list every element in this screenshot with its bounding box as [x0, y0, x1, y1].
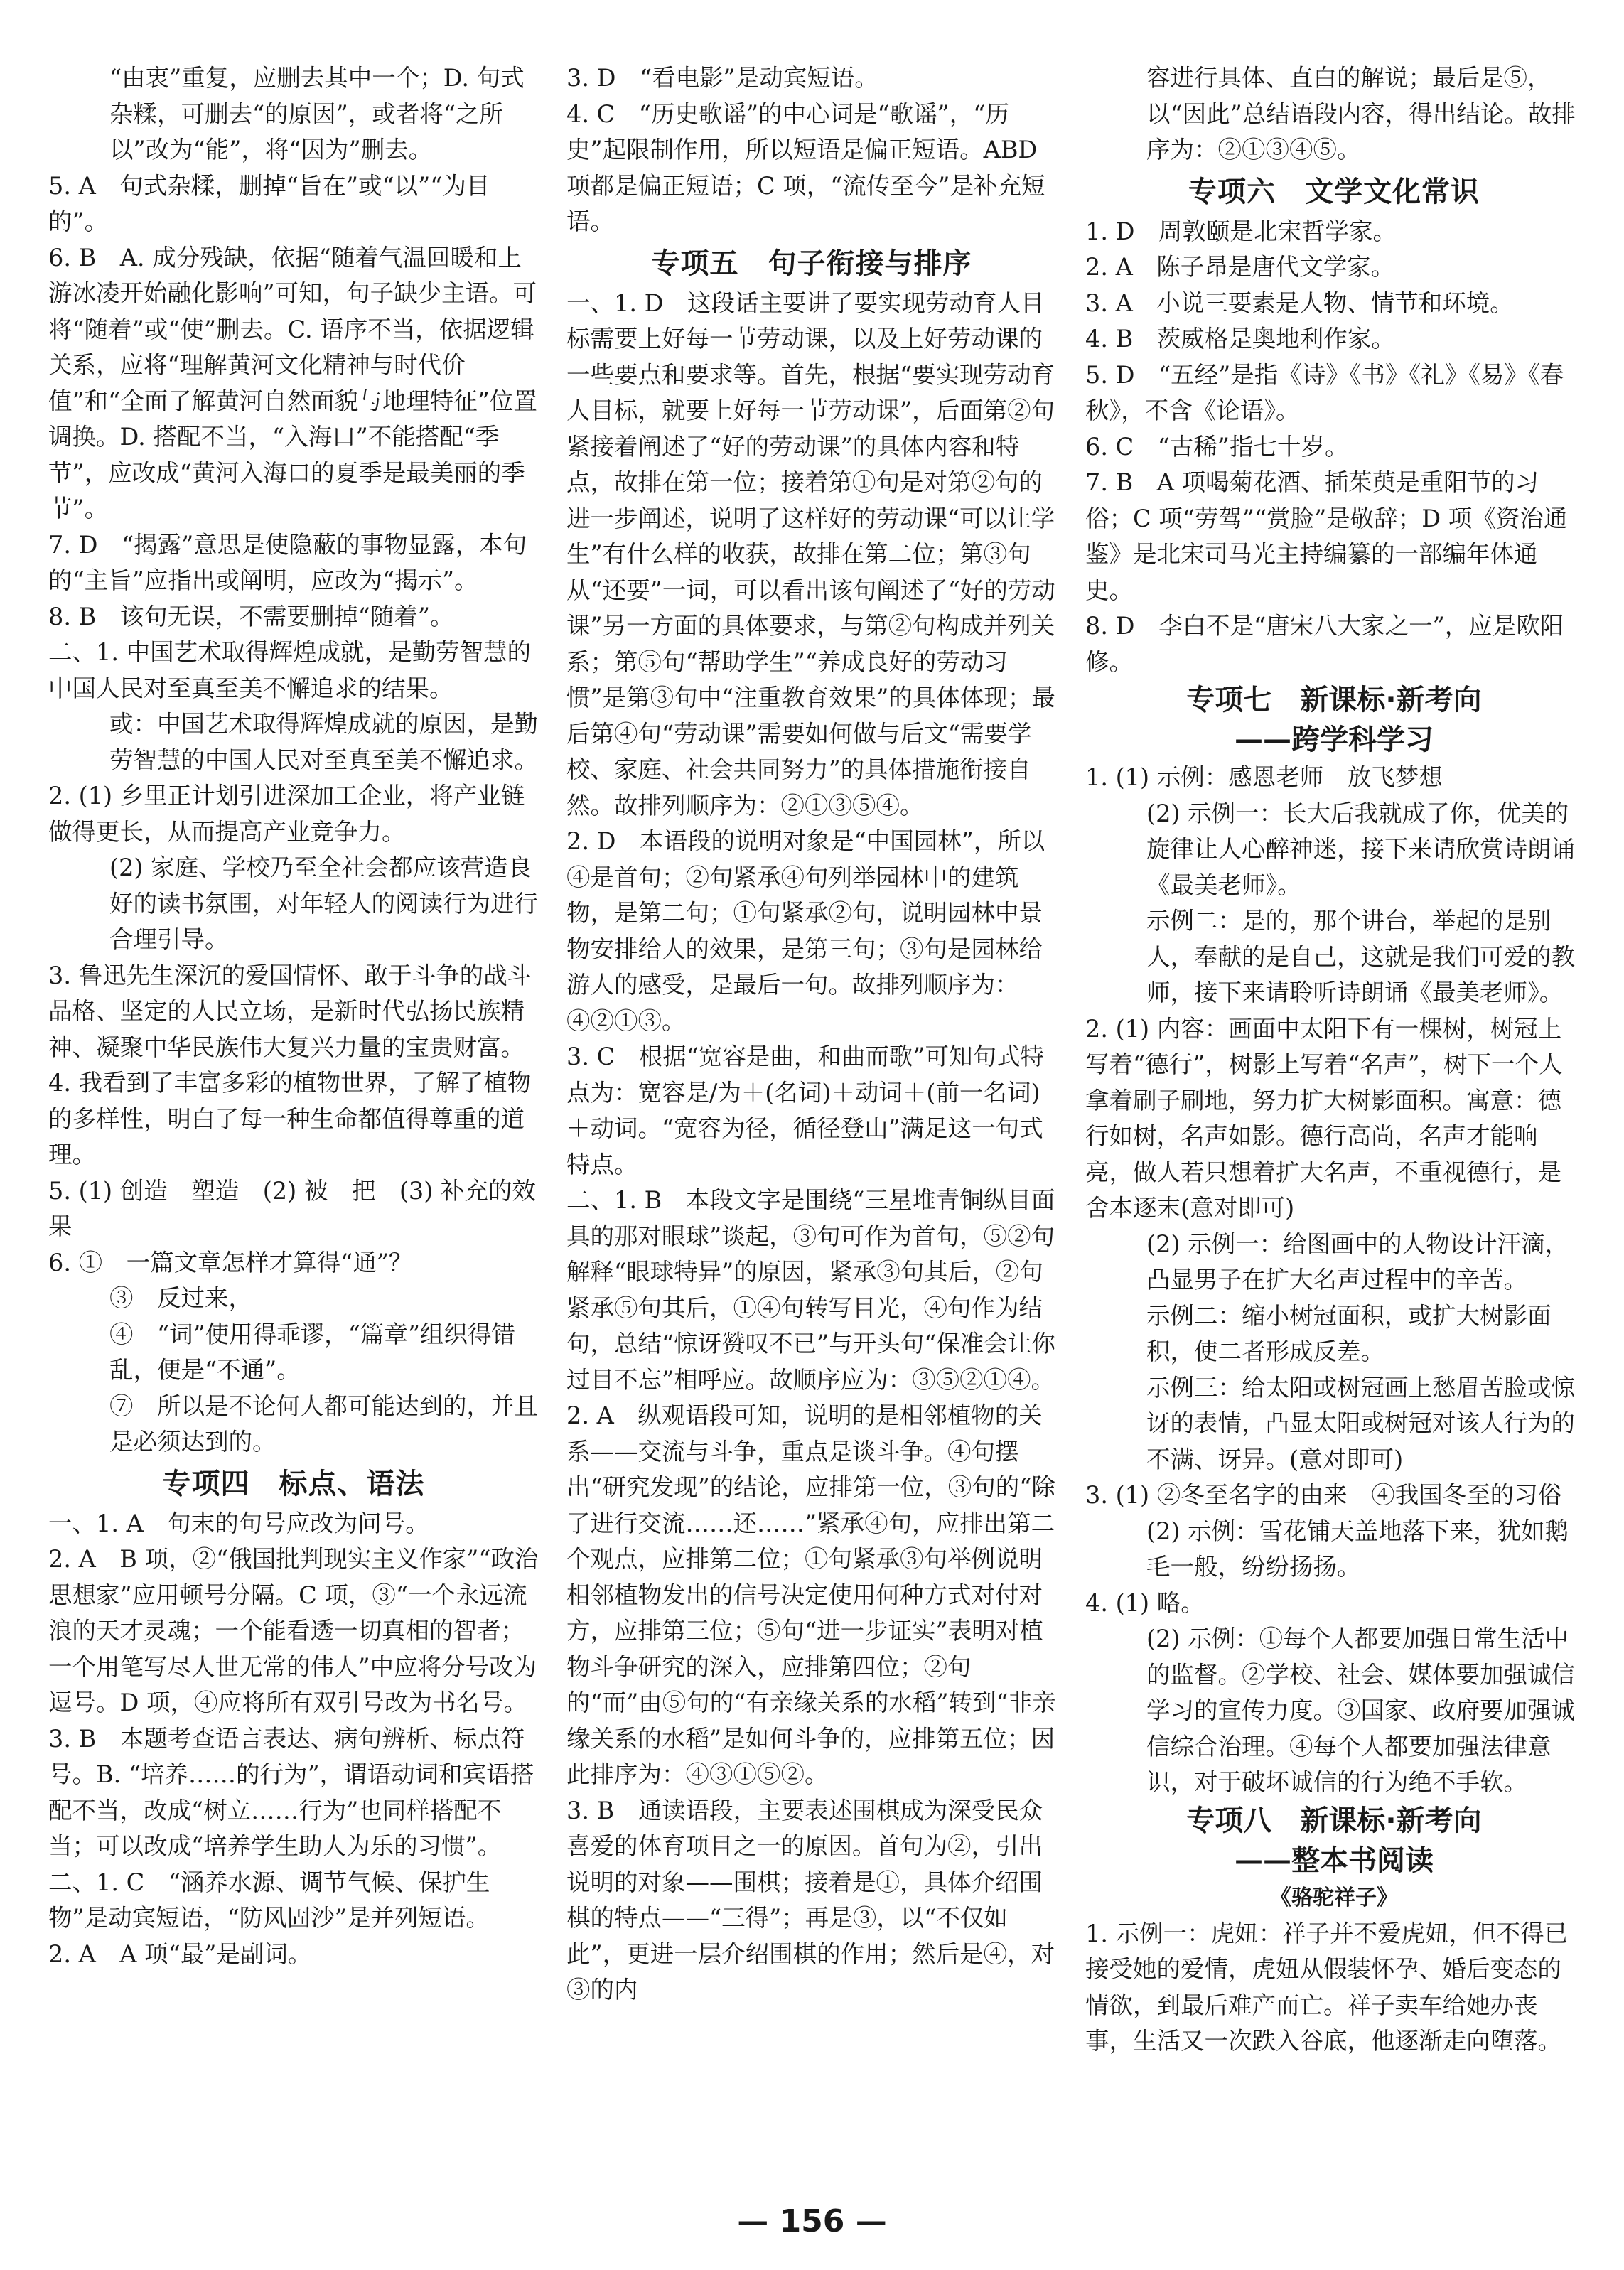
answer-paragraph: 5. A 句式杂糅，删掉“旨在”或“以”“为目的”。 — [48, 171, 490, 235]
answer-paragraph: 示例三：给太阳或树冠画上愁眉苦脸或惊讶的表情，凸显太阳或树冠对该人行为的不满、讶异。(意对即可) — [1146, 1373, 1575, 1473]
answer-paragraph: 二、1. 中国艺术取得辉煌成就，是勤劳智慧的中国人民对至真至美不懈追求的结果。 — [48, 638, 532, 702]
right-column — [1085, 60, 1583, 2193]
answer-paragraph: 2. A 纵观语段可知，说明的是相邻植物的关系——交流与斗争，重点是谈斗争。④句摆出“研究发现”的结论，应排第一位，③句的“除了进行交流……还……”紧承④句，应排出第二个观点，应排第二位；①句紧承③句举例说明相邻植物发出的信号决定使用何种方式对付对方，应排第三位；⑤句“进一步证实”表明对植物斗争研究的深入，应排第四位；②句的“而”由⑤句的“有亲缘关系的水稻”转到“非亲缘关系的水稻”是如何斗争的，应排第五位；因此排序为：④③①⑤②。 — [566, 1402, 1056, 1788]
answer-paragraph: 4. (1) 略。 — [1085, 1588, 1205, 1617]
answer-paragraph: 1. 示例一：虎妞：祥子并不爱虎妞，但不得已接受她的爱情，虎妞从假装怀孕、婚后变态的情欲，到最后难产而亡。祥子卖车给她办丧事，生活又一次跌入谷底，他逐渐走向堕落。 — [1085, 1919, 1569, 2055]
answer-paragraph: ⑦ 所以是不论何人都可能达到的，并且是必须达到的。 — [109, 1392, 538, 1456]
middle-column — [566, 60, 1057, 2193]
answer-paragraph: (2) 家庭、学校乃至全社会都应该营造良好的读书氛围，对年轻人的阅读行为进行合理引导。 — [109, 854, 538, 953]
section-heading: ——整本书阅读 — [1235, 1844, 1434, 1877]
answer-paragraph: 7. D “揭露”意思是使隐蔽的事物显露，本句的“主旨”应指出或阐明，应改为“揭示”。 — [48, 530, 527, 594]
answer-paragraph: (2) 示例：雪花铺天盖地落下来，犹如鹅毛一般，纷纷扬扬。 — [1146, 1517, 1569, 1581]
answer-paragraph: 6. ① 一篇文章怎样才算得“通”？ — [48, 1248, 413, 1276]
section-heading: 专项五 句子衔接与排序 — [651, 247, 972, 280]
answer-paragraph: 示例二：是的，那个讲台，举起的是别人，奉献的是自己，这就是我们可爱的教师，接下来请聆听诗朗诵《最美老师》。 — [1146, 907, 1575, 1006]
answer-paragraph: 3. (1) ②冬至名字的由来 ④我国冬至的习俗 — [1085, 1481, 1562, 1509]
answer-paragraph: 或：中国艺术取得辉煌成就的原因，是勤劳智慧的中国人民对至真至美不懈追求。 — [109, 710, 538, 774]
section-heading: 专项七 新课标·新考向 — [1186, 684, 1482, 716]
page-number: — 156 — — [737, 2203, 887, 2239]
answer-paragraph: 5. (1) 创造 塑造 (2) 被 把 (3) 补充的效果 — [48, 1176, 536, 1240]
answer-paragraph: ③ 反过来， — [109, 1284, 252, 1312]
section-heading: ——跨学科学习 — [1235, 724, 1434, 756]
answer-paragraph: 一、1. A 句末的句号应改为问号。 — [48, 1509, 429, 1537]
answer-paragraph: 3. B 本题考查语言表达、病句辨析、标点符号。B. “培养……的行为”，谓语动词和宾语搭配不当，改成“树立……行为”也同样搭配不当；可以改成“培养学生助人为乐的习惯”。 — [48, 1724, 534, 1860]
section-heading: 专项八 新课标·新考向 — [1186, 1804, 1482, 1837]
answer-paragraph: 3. 鲁迅先生深沉的爱国情怀、敢于斗争的战斗品格、坚定的人民立场，是新时代弘扬民族精神、凝聚中华民族伟大复兴力量的宝贵财富。 — [48, 961, 532, 1061]
answer-paragraph: 1. (1) 示例：感恩老师 放飞梦想 — [1085, 763, 1443, 791]
answer-paragraph: 8. D 李白不是“唐宋八大家之一”，应是欧阳修。 — [1085, 612, 1564, 676]
answer-paragraph: 5. D “五经”是指《诗》《书》《礼》《易》《春秋》，不含《论语》。 — [1085, 360, 1564, 424]
section-heading: 专项六 文学文化常识 — [1188, 175, 1480, 208]
answer-paragraph: 3. D “看电影”是动宾短语。 — [566, 64, 878, 92]
answer-paragraph: 4. B 茨威格是奥地利作家。 — [1085, 325, 1395, 353]
answer-paragraph: (2) 示例一：长大后我就成了你，优美的旋律让人心醉神迷，接下来请欣赏诗朗诵《最美老师》。 — [1146, 799, 1575, 899]
answer-paragraph: 2. A B 项，②“俄国批判现实主义作家”“政治思想家”应用顿号分隔。C 项，③“一个永远流浪的天才灵魂；一个能看透一切真相的智者；一个用笔写尽人世无常的伟人”中应将分号改为逗号。D 项，④应将所有双引号改为书名号。 — [48, 1545, 539, 1716]
answer-paragraph: 2. (1) 内容：画面中太阳下有一棵树，树冠上写着“德行”，树影上写着“名声”，树下一个人拿着刷子刷地，努力扩大树影面积。寓意：德行如树，名声如影。德行高尚，名声才能响亮，做人若只想着扩大名声，不重视德行，是舍本逐末(意对即可) — [1085, 1014, 1563, 1222]
answer-paragraph: 一、1. D 这段话主要讲了要实现劳动育人目标需要上好每一节劳动课，以及上好劳动课的一些要点和要求等。首先，根据“要实现劳动育人目标，就要上好每一节劳动课”，后面第②句紧接着阐述了“好的劳动课”的具体内容和特点，故排在第一位；接着第①句是对第②句的进一步阐述，说明了这样好的劳动课“可以让学生”有什么样的收获，故排在第二位；第③句从“还要”一词，可以看出该句阐述了“好的劳动课”另一方面的具体要求，与第②句构成并列关系；第⑤句“帮助学生”“养成良好的劳动习惯”是第③句中“注重教育效果”的具体体现；最后第④句“劳动课”需要如何做与后文“需要学校、家庭、社会共同努力”的具体措施衔接自然。故排列顺序为：②①③⑤④。 — [566, 289, 1055, 819]
section-heading: 专项四 标点、语法 — [162, 1467, 425, 1500]
answer-paragraph: 2. A 陈子昂是唐代文学家。 — [1085, 253, 1395, 281]
answer-paragraph: 容进行具体、直白的解说；最后是⑤，以“因此”总结语段内容，得出结论。故排序为：②①③④⑤。 — [1146, 64, 1576, 163]
answer-paragraph: 3. C 根据“宽容是曲，和曲而歌”可知句式特点为：宽容是/为＋(名词)＋动词＋(前一名词)＋动词。“宽容为径，循径登山”满足这一句式特点。 — [566, 1043, 1044, 1178]
answer-paragraph: 3. A 小说三要素是人物、情节和环境。 — [1085, 289, 1514, 317]
answer-paragraph: (2) 示例：①每个人都要加强日常生活中的监督。②学校、社会、媒体要加强诚信学习的宣传力度。③国家、政府要加强诚信综合治理。④每个人都要加强法律意识，对于破坏诚信的行为绝不手软。 — [1146, 1625, 1575, 1796]
answer-paragraph: 3. B 通读语段，主要表述围棋成为深受民众喜爱的体育项目之一的原因。首句为②，引出说明的对象——围棋；接着是①，具体介绍围棋的特点——“三得”；再是③，以“不仅如此”，更进一层介绍围棋的作用；然后是④，对③的内 — [566, 1796, 1055, 2003]
answer-paragraph: 4. C “历史歌谣”的中心词是“歌谣”，“历史”起限制作用，所以短语是偏正短语。ABD 项都是偏正短语；C 项，“流传至今”是补充短语。 — [566, 99, 1045, 235]
book-title: 《骆驼祥子》 — [1270, 1885, 1398, 1910]
answer-paragraph: 1. D 周敦颐是北宋哲学家。 — [1085, 217, 1397, 245]
left-column — [48, 60, 539, 2193]
answer-paragraph: “由衷”重复，应删去其中一个；D. 句式杂糅，可删去“的原因”，或者将“之所以”改为“能”，将“因为”删去。 — [109, 64, 525, 163]
answer-paragraph: 8. B 该句无误，不需要删掉“随着”。 — [48, 602, 454, 630]
answer-paragraph: (2) 示例一：给图画中的人物设计汗滴，凸显男子在扩大名声过程中的辛苦。 — [1146, 1230, 1569, 1293]
answer-paragraph: ④ “词”使用得乖谬，“篇章”组织得错乱，便是“不通”。 — [109, 1320, 516, 1384]
answer-paragraph: 7. B A 项喝菊花酒、插茱萸是重阳节的习俗；C 项“劳驾”“赏脸”是敬辞；D 项《资治通鉴》是北宋司马光主持编纂的一部编年体通史。 — [1085, 468, 1568, 604]
answer-paragraph: 二、1. B 本段文字是围绕“三星堆青铜纵目面具的那对眼球”谈起，③句可作为首句，⑤②句解释“眼球特异”的原因，紧承③句其后，②句紧承⑤句其后，①④句转写目光，④句作为结句，总结“惊讶赞叹不已”与开头句“保准会让你过目不忘”相呼应。故顺序应为：③⑤②①④。 — [566, 1186, 1055, 1394]
answer-paragraph: 2. D 本语段的说明对象是“中国园林”，所以④是首句；②句紧承④句列举园林中的建筑物，是第二句；①句紧承②句，说明园林中景物安排给人的效果，是第三句；③句是园林给游人的感受，是最后一句。故排列顺序为：④②①③。 — [566, 827, 1045, 1035]
answer-paragraph: 6. C “古稀”指七十岁。 — [1085, 432, 1349, 461]
answer-paragraph: 2. A A 项“最”是副词。 — [48, 1940, 312, 1968]
answer-paragraph: 6. B A. 成分残缺，依据“随着气温回暖和上游冰凌开始融化影响”可知，句子缺少主语。可将“随着”或“使”删去。C. 语序不当，依据逻辑关系，应将“理解黄河文化精神与时代价值”和“全面了解黄河自然面貌与地理特征”位置调换。D. 搭配不当，“入海口”不能搭配“季节”，应改成“黄河入海口的夏季是最美丽的季节”。 — [48, 243, 537, 522]
answer-paragraph: 二、1. C “涵养水源、调节气候、保护生物”是动宾短语，“防风固沙”是并列短语。 — [48, 1868, 490, 1932]
answer-paragraph: 2. (1) 乡里正计划引进深加工企业，将产业链做得更长，从而提高产业竞争力。 — [48, 782, 525, 846]
answer-paragraph: 4. 我看到了丰富多彩的植物世界，了解了植物的多样性，明白了每一种生命都值得尊重的道理。 — [48, 1069, 532, 1168]
answer-paragraph: 示例二：缩小树冠面积，或扩大树影面积，使二者形成反差。 — [1146, 1301, 1552, 1365]
